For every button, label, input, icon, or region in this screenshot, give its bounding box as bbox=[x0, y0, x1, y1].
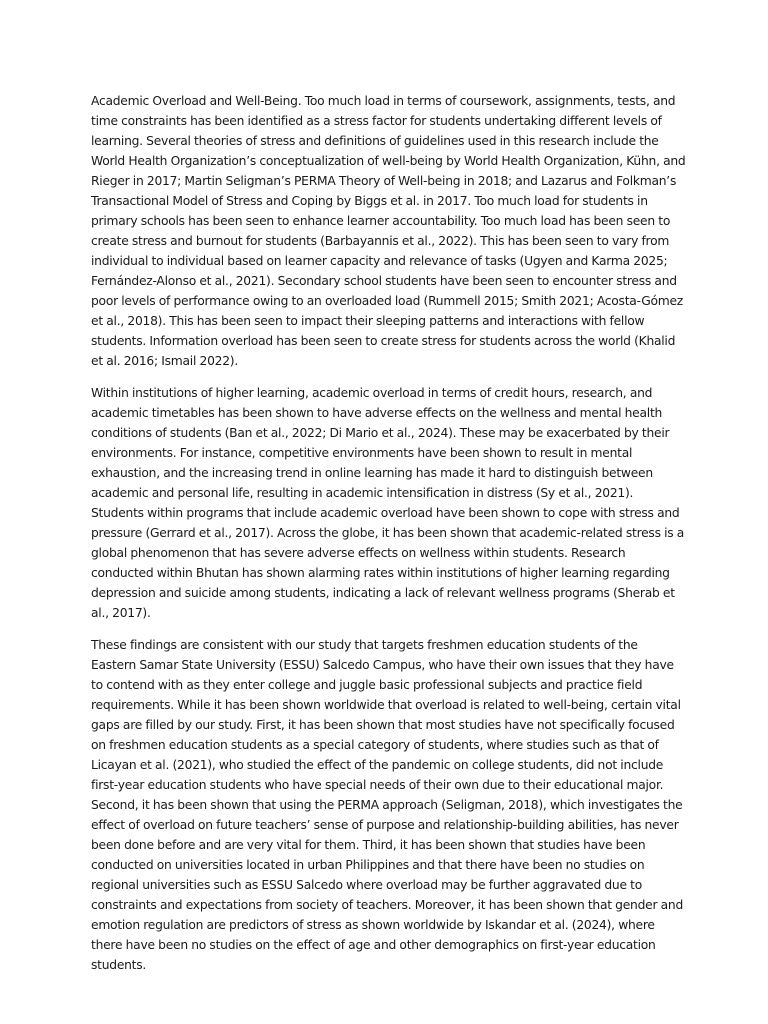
document-body bbox=[91, 91, 686, 987]
paragraph-academic-overload: Academic Overload and Well-Being. Too much load in terms of coursework, assignments, tests, and time constraints has been identified as a stress factor for students undertaking different levels of learning. Several theories of stress and definitions of guidelines used in this research include the World Health Organization’s conceptualization of well-being by World Health Organization, Kühn, and Rieger in 2017; Martin Seligman’s PERMA Theory of Well-being in 2018; and Lazarus and Folkman’s Transactional Model of Stress and Coping by Biggs et al. in 2017. Too much load for students in primary schools has been seen to enhance learner accountability. Too much load has been seen to create stress and burnout for students (Barbayannis et al., 2022). This has been seen to vary from individual to individual based on learner capacity and relevance of tasks (Ugyen and Karma 2025; Fernández-Alonso et al., 2021). Secondary school students have been seen to encounter stress and poor levels of performance owing to an overloaded load (Rummell 2015; Smith 2021; Acosta-Gómez et al., 2018). This has been seen to impact their sleeping patterns and interactions with fellow students. Information overload has been seen to create stress for students across the world (Khalid et al. 2016; Ismail 2022). bbox=[91, 94, 686, 368]
paragraph-higher-learning: Within institutions of higher learning, academic overload in terms of credit hours, research, and academic timetables has been shown to have adverse effects on the wellness and mental health conditions of students (Ban et al., 2022; Di Mario et al., 2024). These may be exacerbated by their environments. For instance, competitive environments have been shown to result in mental exhaustion, and the increasing trend in online learning has made it hard to distinguish between academic and personal life, resulting in academic intensification in distress (Sy et al., 2021). Students within programs that include academic overload have been shown to cope with stress and pressure (Gerrard et al., 2017). Across the globe, it has been shown that academic-related stress is a global phenomenon that has severe adverse effects on wellness within students. Research conducted within Bhutan has shown alarming rates within institutions of higher learning regarding depression and suicide among students, indicating a lack of relevant wellness programs (Sherab et al., 2017). bbox=[91, 386, 685, 620]
paragraph-study-gaps: These findings are consistent with our study that targets freshmen education students of the Eastern Samar State University (ESSU) Salcedo Campus, who have their own issues that they have to contend with as they enter college and juggle basic professional subjects and practice field requirements. While it has been shown worldwide that overload is related to well-being, certain vital gaps are filled by our study. First, it has been shown that most studies have not specifically focused on freshmen education students as a special category of students, where studies such as that of Licayan et al. (2021), who studied the effect of the pandemic on college students, did not include first-year education students who have special needs of their own due to their educational major. Second, it has been shown that using the PERMA approach (Seligman, 2018), which investigates the effect of overload on future teachers’ sense of purpose and relationship-building abilities, has never been done before and are very vital for them. Third, it has been shown that studies have been conducted on universities located in urban Philippines and that there have been no studies on regional universities such as ESSU Salcedo where overload may be further aggravated due to constraints and expectations from society of teachers. Moreover, it has been shown that gender and emotion regulation are predictors of stress as shown worldwide by Iskandar et al. (2024), where there have been no studies on the effect of age and other demographics on first-year education students. bbox=[91, 638, 684, 972]
